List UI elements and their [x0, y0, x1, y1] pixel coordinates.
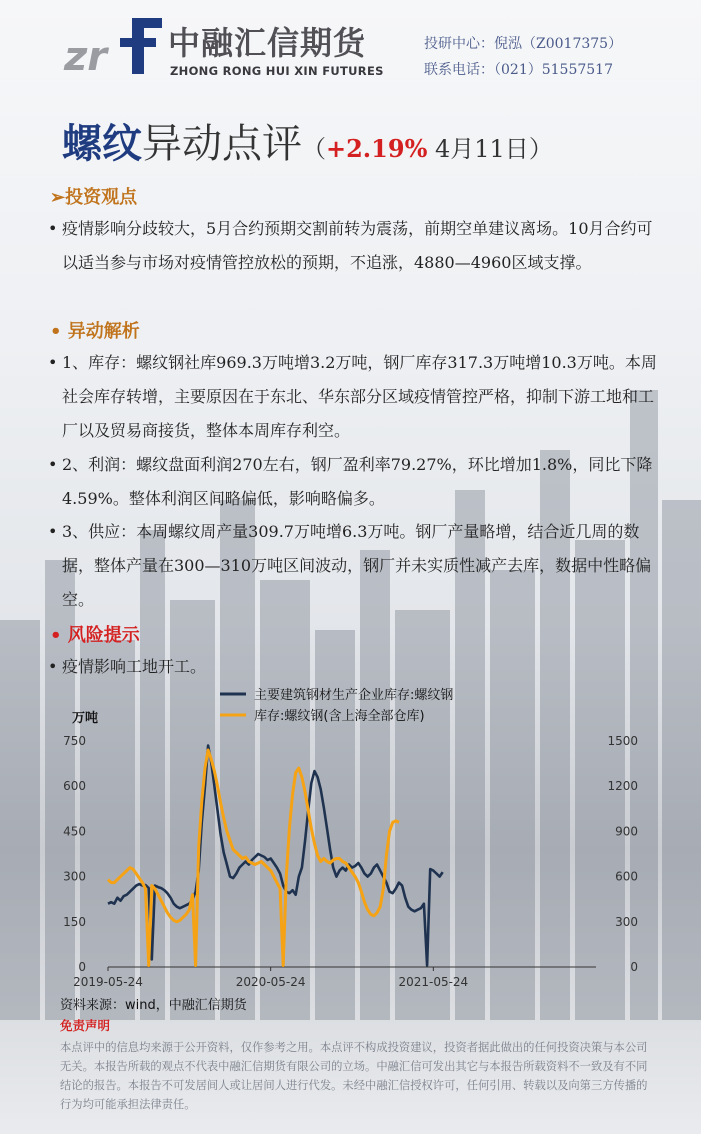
x-tick-label: 2019-05-24: [73, 975, 143, 989]
legend-label-series-2: 库存:螺纹钢(含上海全部仓库): [254, 709, 425, 724]
disclaimer-title: 免责声明: [60, 1018, 111, 1033]
section-title-analysis: • 异动解析: [50, 321, 140, 342]
y-tick-right: 300: [615, 914, 638, 929]
y-tick-left: 300: [63, 869, 86, 884]
disclaimer-text: 本点评中的信息均来源于公开资料，仅作参考之用。本点评不构成投资建议，投资者据此做出的任何投资决策与本公司无关。本报告所载的观点不代表中融汇信期货有限公司的立场。中融汇信可发出其它与本报告所载资料不一致及有不同结论的报告。本报告不可发居间人或让居间人进行代发。未经中融汇信授权许可，任何引用、转载以及向第三方传播的行为均可能承担法律责任。: [60, 1041, 648, 1111]
source-note: 资料来源：wind，中融汇信期货: [60, 998, 247, 1013]
brand-name-cn: 中融汇信期货: [168, 24, 367, 62]
y-tick-left: 150: [63, 914, 86, 929]
y-tick-left: 750: [63, 734, 86, 748]
title-subject: 异动点评: [142, 121, 302, 167]
series-line-1: [108, 746, 443, 966]
x-tick-label: 2020-05-24: [235, 975, 306, 989]
bullet-dot: •: [48, 219, 58, 238]
legend-label-series-1: 主要建筑钢材生产企业库存:螺纹钢: [254, 688, 454, 703]
y-tick-left: 600: [63, 779, 86, 794]
risk-text: 疫情影响工地开工。: [62, 657, 207, 676]
bullet-dot: •: [48, 455, 58, 474]
title-change: +2.19%: [326, 134, 428, 163]
analysis-item: [50, 515, 660, 617]
y-tick-left: 0: [78, 960, 86, 974]
y-tick-left: 450: [63, 824, 86, 839]
y-axis-left-label: 万吨: [72, 711, 99, 726]
title-paren-close: ）: [528, 135, 553, 163]
title-date: 4月11日: [427, 135, 529, 163]
analysis-text-profit: 2、利润：螺纹盘面利润270左右，钢厂盈利率79.27%，环比增加1.8%，同比下降4.59%。整体利润区间略偏低，影响略偏多。: [62, 455, 653, 508]
analysis-item: [50, 346, 660, 448]
view-bullet: [50, 212, 660, 280]
contact-researcher: 投研中心：倪泓（Z0017375）: [424, 36, 623, 52]
company-logo: [62, 14, 172, 78]
brand-name-en: ZHONG RONG HUI XIN FUTURES: [170, 64, 384, 78]
analysis-item: [50, 448, 660, 516]
y-tick-right: 1200: [607, 779, 638, 794]
y-tick-right: 600: [615, 869, 638, 884]
inventory-chart: [0, 680, 701, 990]
analysis-text-supply: 3、供应：本周螺纹周产量309.7万吨增6.3万吨。钢厂产量略增，结合近几周的数据，整体产量在300—310万吨区间波动，钢厂并未实质性减产去库，数据中性略偏空。: [62, 522, 652, 609]
section-title-risk: • 风险提示: [50, 625, 140, 646]
page-title: [62, 112, 553, 169]
analysis-text-inventory: 1、库存：螺纹钢社库969.3万吨增3.2万吨，钢厂库存317.3万吨增10.3万吨。本周社会库存转增，主要原因在于东北、华东部分区域疫情管控严格，抑制下游工地和工厂以及贸易商接货，整体本周库存利空。: [62, 353, 657, 440]
svg-text:zr: zr: [64, 34, 108, 78]
contact-phone: 联系电话：（021）51557517: [424, 62, 613, 78]
view-text: 疫情影响分歧较大，5月合约预期交割前转为震荡，前期空单建议离场。10月合约可以适当参与市场对疫情管控放松的预期，不追涨，4880—4960区域支撑。: [62, 219, 653, 272]
y-tick-right: 0: [630, 960, 638, 974]
y-tick-right: 1500: [607, 734, 638, 748]
section-title-view: ➢投资观点: [50, 187, 138, 208]
title-product: 螺纹: [62, 120, 142, 167]
x-tick-label: 2021-05-24: [398, 975, 469, 989]
bullet-dot: •: [48, 353, 58, 372]
risk-bullet: [50, 650, 660, 684]
title-paren-open: （: [302, 135, 326, 163]
bullet-dot: •: [48, 657, 58, 676]
bullet-dot: •: [48, 522, 58, 541]
y-tick-right: 900: [615, 824, 638, 839]
